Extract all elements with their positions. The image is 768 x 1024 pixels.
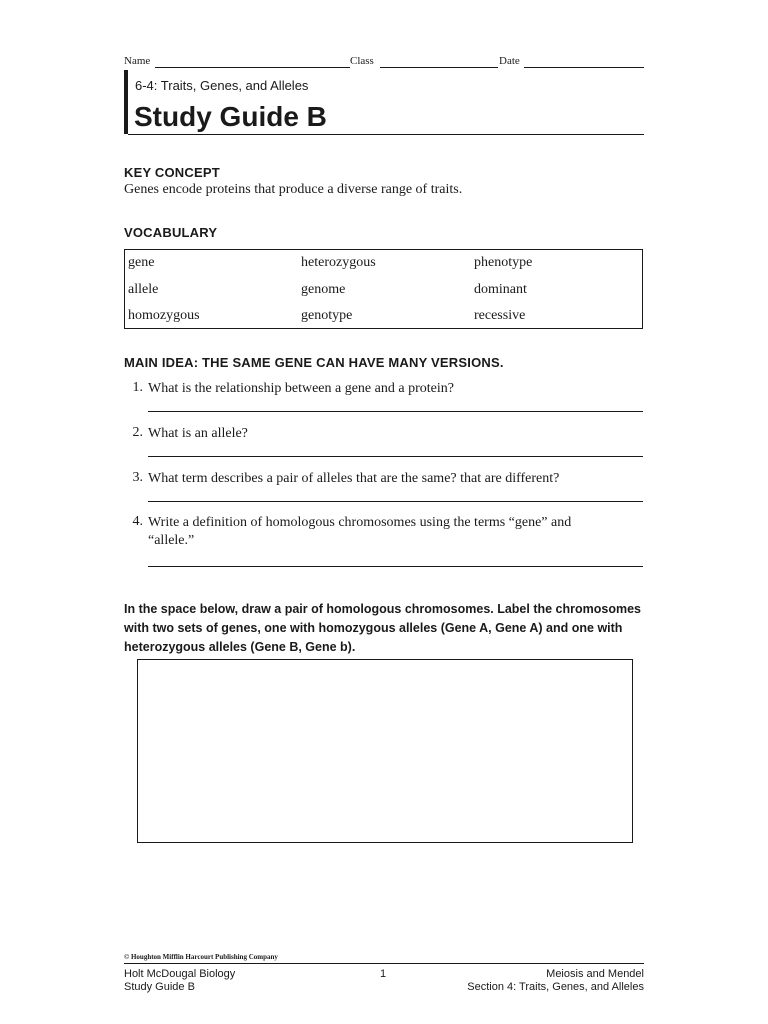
question-number: 4. [132, 514, 143, 529]
class-label: Class [350, 55, 374, 67]
section-label: 6-4: Traits, Genes, and Alleles [135, 78, 309, 93]
vocab-word: recessive [474, 308, 526, 323]
copyright-notice: © Houghton Mifflin Harcourt Publishing Company [124, 953, 278, 961]
date-label: Date [499, 55, 520, 67]
question-text: Write a definition of homologous chromosomes using the terms “gene” and [148, 515, 572, 530]
date-blank[interactable] [524, 67, 644, 68]
name-label: Name [124, 55, 151, 67]
footer-right-line2: Section 4: Traits, Genes, and Alleles [467, 981, 644, 993]
page-number: 1 [380, 968, 387, 980]
vocab-word: gene [128, 255, 155, 270]
answer-line[interactable] [148, 411, 643, 412]
student-info-header [124, 55, 644, 71]
main-idea-heading: MAIN IDEA: THE SAME GENE CAN HAVE MANY VERSIONS. [124, 355, 504, 370]
drawing-area[interactable] [137, 659, 633, 843]
drawing-instructions: In the space below, draw a pair of homologous chromosomes. Label the chromosomes with two sets of genes, one with homozygous alleles (Gene A, Gene A) and one with heterozygous alleles (Gene B, Gene b). [124, 602, 641, 654]
answer-line[interactable] [148, 456, 643, 457]
question-number: 2. [132, 425, 143, 440]
title-rule [128, 134, 644, 135]
key-concept-text: Genes encode proteins that produce a diverse range of traits. [124, 182, 463, 197]
question-text: What term describes a pair of alleles that are the same? that are different? [148, 471, 560, 486]
vocabulary-box [124, 249, 643, 329]
vocab-word: heterozygous [301, 255, 376, 270]
vocab-word: genome [301, 282, 346, 297]
key-concept-heading: KEY CONCEPT [124, 165, 220, 180]
question-number: 3. [132, 470, 143, 485]
vocab-word: allele [128, 282, 159, 297]
vocab-word: dominant [474, 282, 527, 297]
footer-rule [124, 963, 644, 964]
page-title: Study Guide B [134, 101, 327, 132]
footer-left-line2: Study Guide B [124, 981, 195, 993]
footer-left-line1: Holt McDougal Biology [124, 968, 236, 980]
vocab-word: genotype [301, 308, 353, 323]
answer-line[interactable] [148, 501, 643, 502]
title-accent-bar [124, 70, 128, 134]
vocabulary-heading: VOCABULARY [124, 225, 218, 240]
question-text: “allele.” [148, 533, 195, 548]
class-blank[interactable] [380, 67, 498, 68]
question-number: 1. [132, 380, 143, 395]
vocab-word: phenotype [474, 255, 533, 270]
answer-line[interactable] [148, 566, 643, 567]
question-text: What is an allele? [148, 426, 248, 441]
name-blank[interactable] [155, 67, 350, 68]
vocab-word: homozygous [128, 308, 200, 323]
footer-right-line1: Meiosis and Mendel [546, 968, 644, 980]
question-text: What is the relationship between a gene and a protein? [148, 381, 454, 396]
